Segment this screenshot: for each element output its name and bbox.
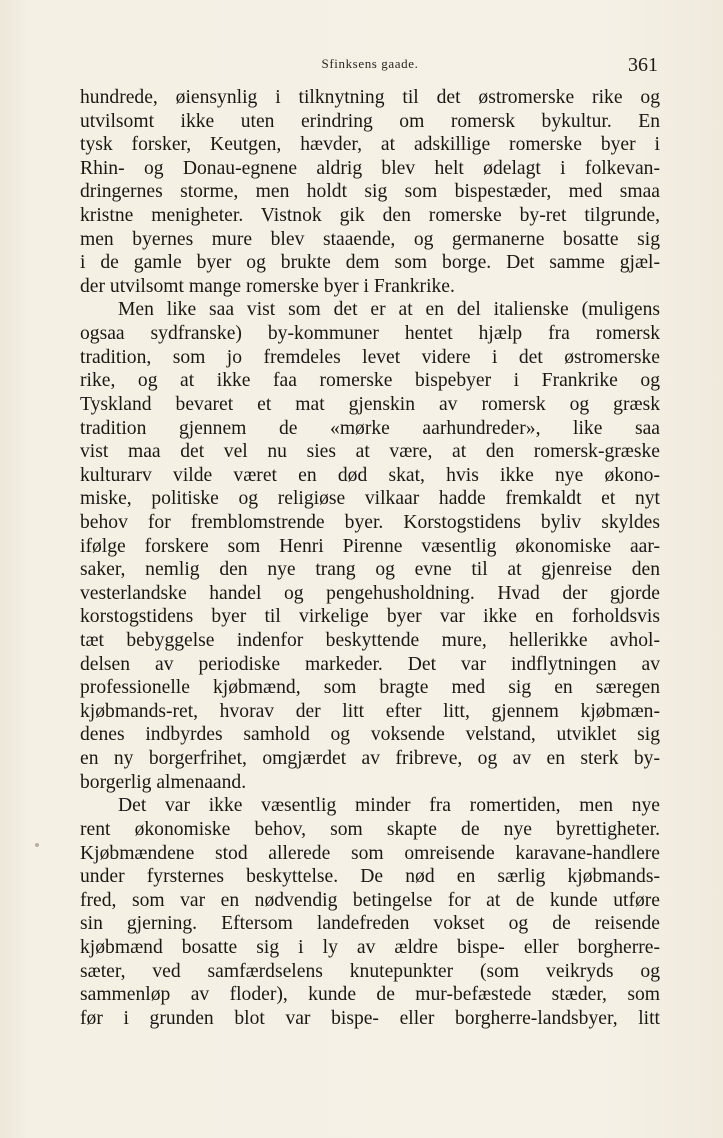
paragraph-end-line: borgerlig almenaand. [80, 771, 247, 793]
paragraph-end-line: der utvilsomt mange romerske byer i Frankrike. [80, 275, 455, 297]
paper-speck [35, 843, 39, 847]
text-line: rike, og at ikke faa romerske bispebyer i Frankrike og [80, 370, 660, 392]
text-line: korstogstidens byer til virkelige byer var ikke en forholdsvis [80, 606, 660, 628]
text-line: delsen av periodiske markeder. Det var indflytningen av [80, 653, 660, 675]
text-line: tæt bebyggelse indenfor beskyttende mure, hellerikke avhol- [80, 630, 660, 652]
text-line: tradition, som jo fremdeles levet videre i det østromerske [80, 346, 660, 368]
text-line: dringernes storme, men holdt sig som bispestæder, med smaa [80, 181, 660, 203]
text-line: kristne menigheter. Vistnok gik den romerske by-ret tilgrunde, [80, 205, 660, 227]
text-line: saker, nemlig den nye trang og evne til at gjenreise den [80, 559, 660, 581]
text-line: tradition gjennem de «mørke aarhundreder», like saa [80, 417, 660, 439]
text-line: vesterlandske handel og pengehusholdning. Hvad der gjorde [80, 582, 660, 604]
text-line: vist maa det vel nu sies at være, at den romersk-græske [80, 441, 660, 463]
text-line: sammenløp av floder), kunde de mur-befæstede stæder, som [80, 984, 660, 1006]
text-line: kjøbmands-ret, hvorav der litt efter litt, gjennem kjøbmæn- [80, 700, 660, 722]
paragraph-start-line: Men like saa vist som det er at en del italienske (muligens [118, 299, 660, 321]
text-line: under fyrsternes beskyttelse. De nød en særlig kjøbmands- [80, 866, 660, 888]
text-line: kjøbmænd bosatte sig i ly av ældre bispe- eller borgherre- [80, 936, 660, 958]
text-line: Kjøbmændene stod allerede som omreisende karavane-handlere [80, 842, 660, 864]
page-number: 361 [628, 54, 658, 76]
text-line: kulturarv vilde været en død skat, hvis ikke nye økono- [80, 464, 660, 486]
text-line: miske, politiske og religiøse vilkaar hadde fremkaldt et nyt [80, 488, 660, 510]
text-line: en ny borgerfrihet, omgjærdet av fribreve, og av en sterk by- [80, 748, 660, 770]
text-line: denes indbyrdes samhold og voksende velstand, utviklet sig [80, 724, 660, 746]
text-line: hundrede, øiensynlig i tilknytning til det østromerske rike og [80, 87, 660, 108]
text-line: tysk forsker, Keutgen, hævder, at adskillige romerske byer i [80, 134, 660, 156]
text-line: ifølge forskere som Henri Pirenne væsentlig økonomiske aar- [80, 535, 660, 557]
text-line: Tyskland bevaret et mat gjenskin av romersk og græsk [80, 393, 660, 415]
text-line: i de gamle byer og brukte dem som borge. Det samme gjæl- [80, 252, 660, 274]
text-line: sæter, ved samfærdselens knutepunkter (som veikryds og [80, 960, 660, 982]
text-line: fred, som var en nødvendig betingelse for at de kunde utføre [80, 889, 660, 911]
running-title: Sfinksens gaade. [321, 56, 419, 71]
body-text [80, 86, 660, 1030]
text-line: Rhin- og Donau-egnene aldrig blev helt ødelagt i folkevan- [80, 157, 660, 179]
text-line: rent økonomiske behov, som skapte de nye byrettigheter. [80, 818, 660, 840]
text-line: sin gjerning. Eftersom landefreden vokset og de reisende [80, 913, 660, 935]
text-line: behov for fremblomstrende byer. Korstogstidens byliv skyldes [80, 511, 660, 533]
running-head [80, 52, 660, 82]
text-line: professionelle kjøbmænd, som bragte med sig en særegen [80, 677, 660, 699]
text-line: men byernes mure blev staaende, og germanerne bosatte sig [80, 228, 660, 250]
text-line: ogsaa sydfranske) by-kommuner hentet hjælp fra romersk [80, 323, 660, 345]
text-line: utvilsomt ikke uten erindring om romersk bykultur. En [80, 110, 660, 132]
paragraph-start-line: Det var ikke væsentlig minder fra romertiden, men nye [118, 795, 660, 817]
text-line: før i grunden blot var bispe- eller borgherre-landsbyer, litt [80, 1007, 660, 1029]
